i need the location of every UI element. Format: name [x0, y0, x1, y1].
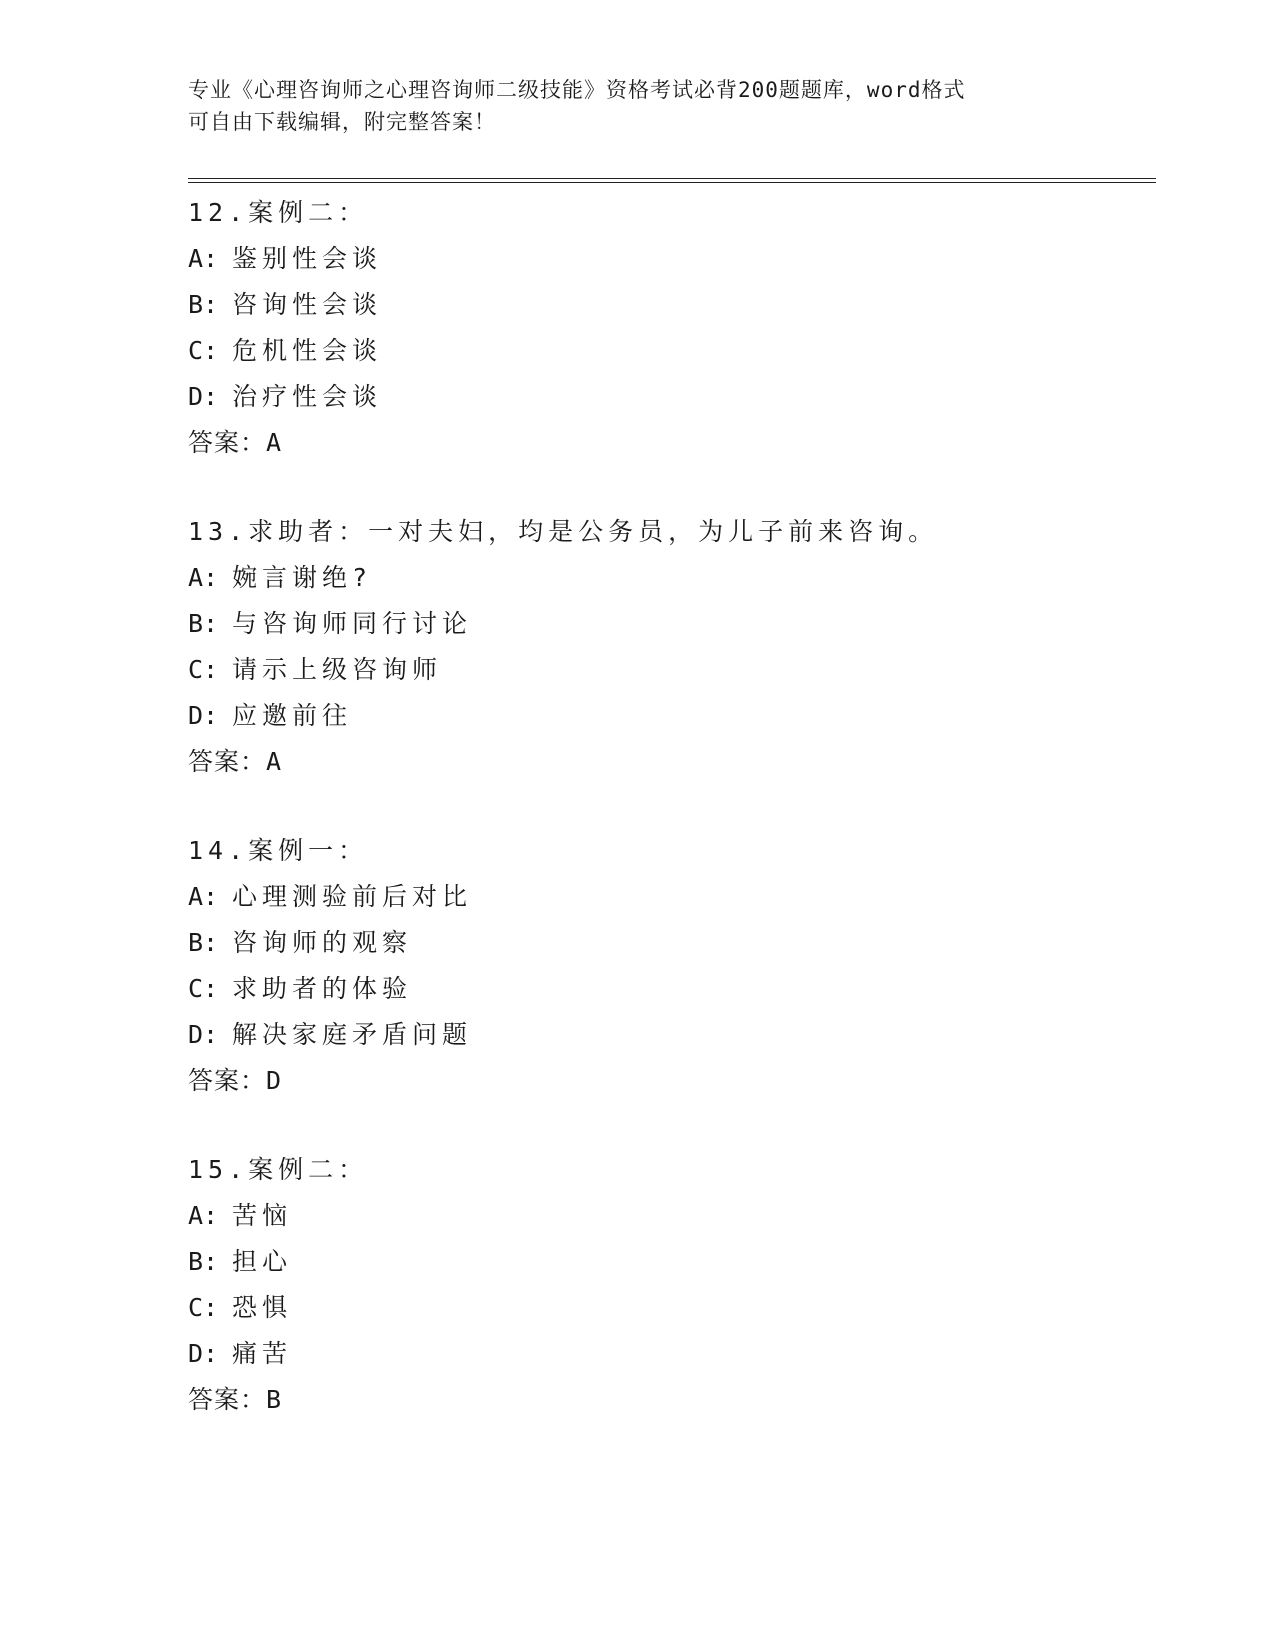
document-header	[188, 74, 1088, 138]
option-c	[188, 328, 1156, 374]
answer-line	[188, 1377, 1156, 1423]
answer-value: B	[266, 1385, 282, 1414]
option-d	[188, 693, 1156, 739]
option-text: 苦恼	[232, 1201, 293, 1230]
option-c	[188, 966, 1156, 1012]
option-letter: C:	[188, 336, 219, 365]
question-stem: 12.案例二：	[188, 198, 369, 227]
option-d	[188, 374, 1156, 420]
question-13	[188, 509, 1156, 785]
option-letter: A:	[188, 563, 219, 592]
option-b	[188, 601, 1156, 647]
header-divider-bottom	[188, 182, 1156, 183]
option-letter: A:	[188, 1201, 219, 1230]
option-letter: A:	[188, 882, 219, 911]
header-divider-top	[188, 178, 1156, 179]
option-letter: B:	[188, 928, 219, 957]
answer-line	[188, 1058, 1156, 1104]
answer-line	[188, 739, 1156, 785]
option-a	[188, 236, 1156, 282]
option-d	[188, 1012, 1156, 1058]
option-letter: B:	[188, 609, 219, 638]
option-letter: D:	[188, 701, 219, 730]
option-text: 应邀前往	[232, 701, 353, 730]
option-letter: B:	[188, 1247, 219, 1276]
option-text: 危机性会谈	[232, 336, 383, 365]
option-letter: D:	[188, 382, 219, 411]
answer-value: A	[266, 428, 282, 457]
answer-label: 答案：	[188, 747, 267, 776]
option-text: 担心	[232, 1247, 293, 1276]
option-text: 治疗性会谈	[232, 382, 383, 411]
option-letter: D:	[188, 1339, 219, 1368]
option-b	[188, 282, 1156, 328]
option-text: 恐惧	[232, 1293, 293, 1322]
option-text: 鉴别性会谈	[232, 244, 383, 273]
option-letter: D:	[188, 1020, 219, 1049]
option-b	[188, 1239, 1156, 1285]
option-a	[188, 555, 1156, 601]
answer-label: 答案：	[188, 1385, 267, 1414]
header-line-1: 专业《心理咨询师之心理咨询师二级技能》资格考试必背200题题库，word格式	[188, 78, 966, 102]
option-text: 与咨询师同行讨论	[232, 609, 473, 638]
option-text: 婉言谢绝?	[232, 563, 373, 592]
option-text: 请示上级咨询师	[232, 655, 443, 684]
answer-value: A	[266, 747, 282, 776]
option-text: 解决家庭矛盾问题	[232, 1020, 473, 1049]
question-stem: 13.求助者：一对夫妇，均是公务员，为儿子前来咨询。	[188, 517, 939, 546]
option-text: 求助者的体验	[232, 974, 413, 1003]
answer-label: 答案：	[188, 428, 267, 457]
option-text: 痛苦	[232, 1339, 293, 1368]
question-12	[188, 190, 1156, 466]
option-letter: C:	[188, 1293, 219, 1322]
option-c	[188, 1285, 1156, 1331]
option-letter: C:	[188, 974, 219, 1003]
option-letter: B:	[188, 290, 219, 319]
header-line-2: 可自由下载编辑，附完整答案！	[188, 110, 496, 134]
option-d	[188, 1331, 1156, 1377]
option-text: 咨询师的观察	[232, 928, 413, 957]
option-c	[188, 647, 1156, 693]
question-14	[188, 828, 1156, 1104]
question-stem: 14.案例一：	[188, 836, 369, 865]
question-15	[188, 1147, 1156, 1423]
option-b	[188, 920, 1156, 966]
option-letter: A:	[188, 244, 219, 273]
option-text: 咨询性会谈	[232, 290, 383, 319]
option-text: 心理测验前后对比	[232, 882, 473, 911]
question-stem: 15.案例二：	[188, 1155, 369, 1184]
answer-value: D	[266, 1066, 282, 1095]
answer-line	[188, 420, 1156, 466]
option-a	[188, 874, 1156, 920]
answer-label: 答案：	[188, 1066, 267, 1095]
question-list	[188, 190, 1156, 1466]
option-a	[188, 1193, 1156, 1239]
option-letter: C:	[188, 655, 219, 684]
